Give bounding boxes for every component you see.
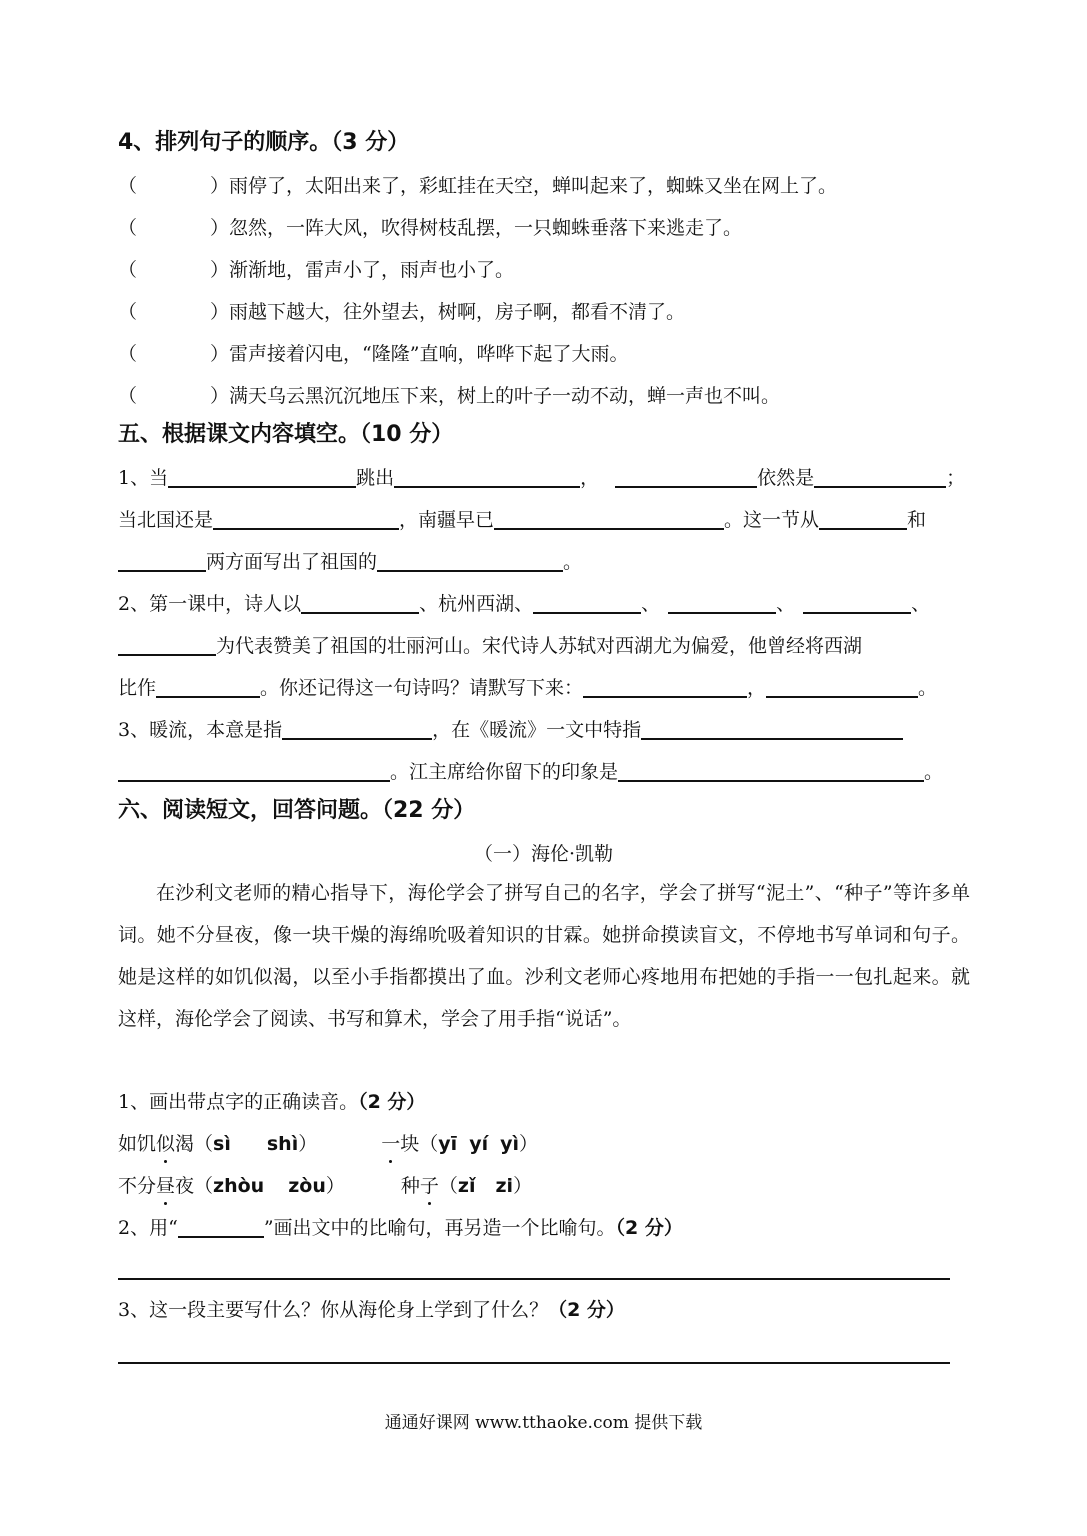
order-number-slot[interactable]: （ (118, 259, 138, 281)
section-4-title: 4、排列句子的顺序。（3 分） (118, 130, 410, 155)
text: 跳出 (356, 467, 395, 489)
pinyin-option[interactable]: yí (469, 1133, 489, 1155)
ordering-item (118, 214, 742, 242)
answer-blank[interactable] (377, 548, 563, 572)
ordering-item (118, 172, 837, 200)
text: 。你还记得这一句诗吗？请默写下来： (260, 677, 584, 699)
s5-q1-line3 (118, 548, 582, 576)
answer-blank[interactable] (494, 506, 724, 530)
text: 两方面写出了祖国的 (206, 551, 378, 573)
order-number-slot[interactable]: （ (118, 217, 138, 239)
text: 1、画出带点字的正确读音。 (118, 1091, 359, 1113)
s5-q1-line1 (118, 464, 965, 492)
s6-q1-prompt (118, 1088, 425, 1116)
sentence-text: 雨越下越大，往外望去，树啊，房子啊，都看不清了。 (229, 301, 686, 323)
text: ） (519, 1133, 539, 1155)
answer-line[interactable] (118, 1362, 950, 1364)
text: 依然是 (757, 467, 815, 489)
text: 3、暖流，本意是指 (118, 719, 283, 741)
text: 为代表赞美了祖国的壮丽河山。宋代诗人苏轼对西湖尤为偏爱，他曾经将西湖 (216, 635, 863, 657)
text: 、 (911, 593, 931, 615)
text: 不分 (118, 1175, 157, 1197)
text: 夜（ (175, 1175, 214, 1197)
text: ） (513, 1175, 533, 1197)
text: （ (438, 1175, 458, 1197)
s5-q2-line1 (118, 590, 930, 618)
sentence-text: 渐渐地，雷声小了，雨声也小了。 (229, 259, 515, 281)
answer-blank[interactable] (213, 506, 399, 530)
sentence-text: 雷声接着闪电，“隆隆”直响，哗哗下起了大雨。 (229, 343, 629, 365)
text: 。 (563, 551, 583, 573)
answer-blank[interactable] (301, 590, 419, 614)
text: ； (946, 467, 966, 489)
pinyin-option[interactable]: sì (213, 1133, 231, 1155)
text: ， (580, 467, 600, 489)
pinyin-option[interactable]: yì (500, 1133, 519, 1155)
s5-q1-line2 (118, 506, 926, 534)
answer-line[interactable] (118, 1278, 950, 1280)
answer-blank[interactable] (618, 758, 924, 782)
s6-q3-prompt (118, 1296, 625, 1324)
text: 当北国还是 (118, 509, 214, 531)
text: ，南疆早已 (399, 509, 495, 531)
answer-blank[interactable] (533, 590, 641, 614)
text: 2、第一课中，诗人以 (118, 593, 302, 615)
text: 。 (918, 677, 938, 699)
ordering-item (118, 256, 514, 284)
order-number-slot[interactable]: （ (118, 301, 138, 323)
sentence-text: 满天乌云黑沉沉地压下来，树上的叶子一动不动，蝉一声也不叫。 (229, 385, 781, 407)
score: （2 分） (615, 1217, 683, 1239)
text: ） (325, 1175, 345, 1197)
paren-close: ） (210, 385, 230, 407)
text: 3、这一段主要写什么？你从海伦身上学到了什么？ (118, 1299, 549, 1321)
pinyin-option[interactable]: zi (495, 1175, 514, 1197)
paren-close: ） (210, 343, 230, 365)
answer-blank[interactable] (819, 506, 907, 530)
dotted-char: 似 (156, 1130, 175, 1158)
s6-q1-row2 (118, 1172, 532, 1200)
passage-title: （一）海伦·凯勒 (473, 843, 614, 865)
text: ，在《暖流》一文中特指 (432, 719, 642, 741)
answer-blank[interactable] (118, 548, 206, 572)
text: ） (298, 1133, 318, 1155)
section-5-title: 五、根据课文内容填空。（10 分） (118, 422, 454, 447)
score: （2 分） (358, 1091, 426, 1113)
underline-sample (178, 1218, 264, 1238)
dotted-char: 子 (420, 1172, 439, 1200)
sentence-text: 雨停了，太阳出来了，彩虹挂在天空，蝉叫起来了，蜘蛛又坐在网上了。 (229, 175, 838, 197)
order-number-slot[interactable]: （ (118, 343, 138, 365)
text: 种 (400, 1175, 420, 1197)
text: ， (747, 677, 767, 699)
text: 1、当 (118, 467, 169, 489)
ordering-item (118, 382, 780, 410)
pinyin-option[interactable]: shì (266, 1133, 299, 1155)
text: 2、用“ (118, 1217, 178, 1239)
paren-close: ） (210, 259, 230, 281)
text: 如饥 (118, 1133, 157, 1155)
text: 、 (776, 593, 796, 615)
ordering-item (118, 340, 628, 368)
dotted-char: 一 (381, 1130, 400, 1158)
s6-q2-prompt (118, 1214, 683, 1242)
pinyin-option[interactable]: yī (438, 1133, 458, 1155)
pinyin-option[interactable]: zòu (288, 1175, 326, 1197)
s5-q3-line2 (118, 758, 943, 786)
sentence-text: 忽然，一阵大风，吹得树枝乱摆，一只蜘蛛垂落下来逃走了。 (229, 217, 743, 239)
passage-text: 在沙利文老师的精心指导下，海伦学会了拼写自己的名字，学会了拼写“泥土”、“种子”等许多单词。她不分昼夜，像一块干燥的海绵吮吸着知识的甘霖。她拼命摸读盲文，不停地书写单词和句子。她是这样的如饥似渴，以至小手指都摸出了血。沙利文老师心疼地用布把她的手指一一包扎起来。就这样，海伦学会了阅读、书写和算术，学会了用手指“说话”。 (118, 882, 970, 1030)
answer-blank[interactable] (156, 674, 260, 698)
text: 。这一节从 (724, 509, 820, 531)
order-number-slot[interactable]: （ (118, 385, 138, 407)
text: 比作 (118, 677, 157, 699)
pinyin-option[interactable]: zhòu (213, 1175, 265, 1197)
answer-blank[interactable] (766, 674, 918, 698)
paren-close: ） (210, 217, 230, 239)
answer-blank[interactable] (641, 716, 903, 740)
paren-close: ） (210, 175, 230, 197)
text: 。 (924, 761, 944, 783)
ordering-item (118, 298, 685, 326)
answer-blank[interactable] (615, 464, 757, 488)
text: 、杭州西湖、 (419, 593, 534, 615)
footer-credit: 通通好课网 www.tthaoke.com 提供下载 (384, 1413, 703, 1433)
answer-blank[interactable] (168, 464, 356, 488)
s5-q3-line1 (118, 716, 903, 744)
pinyin-option[interactable]: zǐ (457, 1175, 476, 1197)
text: 。江主席给你留下的印象是 (390, 761, 619, 783)
s5-q2-line3 (118, 674, 937, 702)
answer-blank[interactable] (814, 464, 946, 488)
paren-close: ） (210, 301, 230, 323)
answer-blank[interactable] (668, 590, 776, 614)
text: 块（ (400, 1133, 439, 1155)
score: （2 分） (548, 1299, 625, 1321)
answer-blank[interactable] (394, 464, 580, 488)
text: 、 (641, 593, 661, 615)
answer-blank[interactable] (583, 674, 747, 698)
answer-blank[interactable] (282, 716, 432, 740)
text: ”画出文中的比喻句，再另造一个比喻句。 (263, 1217, 616, 1239)
answer-blank[interactable] (803, 590, 911, 614)
answer-blank[interactable] (118, 758, 390, 782)
s5-q2-line2 (118, 632, 862, 660)
answer-blank[interactable] (118, 632, 216, 656)
text: 和 (907, 509, 927, 531)
section-6-title: 六、阅读短文，回答问题。（22 分） (118, 798, 476, 823)
s6-q1-row1 (118, 1130, 538, 1158)
text: 渴（ (175, 1133, 214, 1155)
order-number-slot[interactable]: （ (118, 175, 138, 197)
dotted-char: 昼 (156, 1172, 175, 1200)
